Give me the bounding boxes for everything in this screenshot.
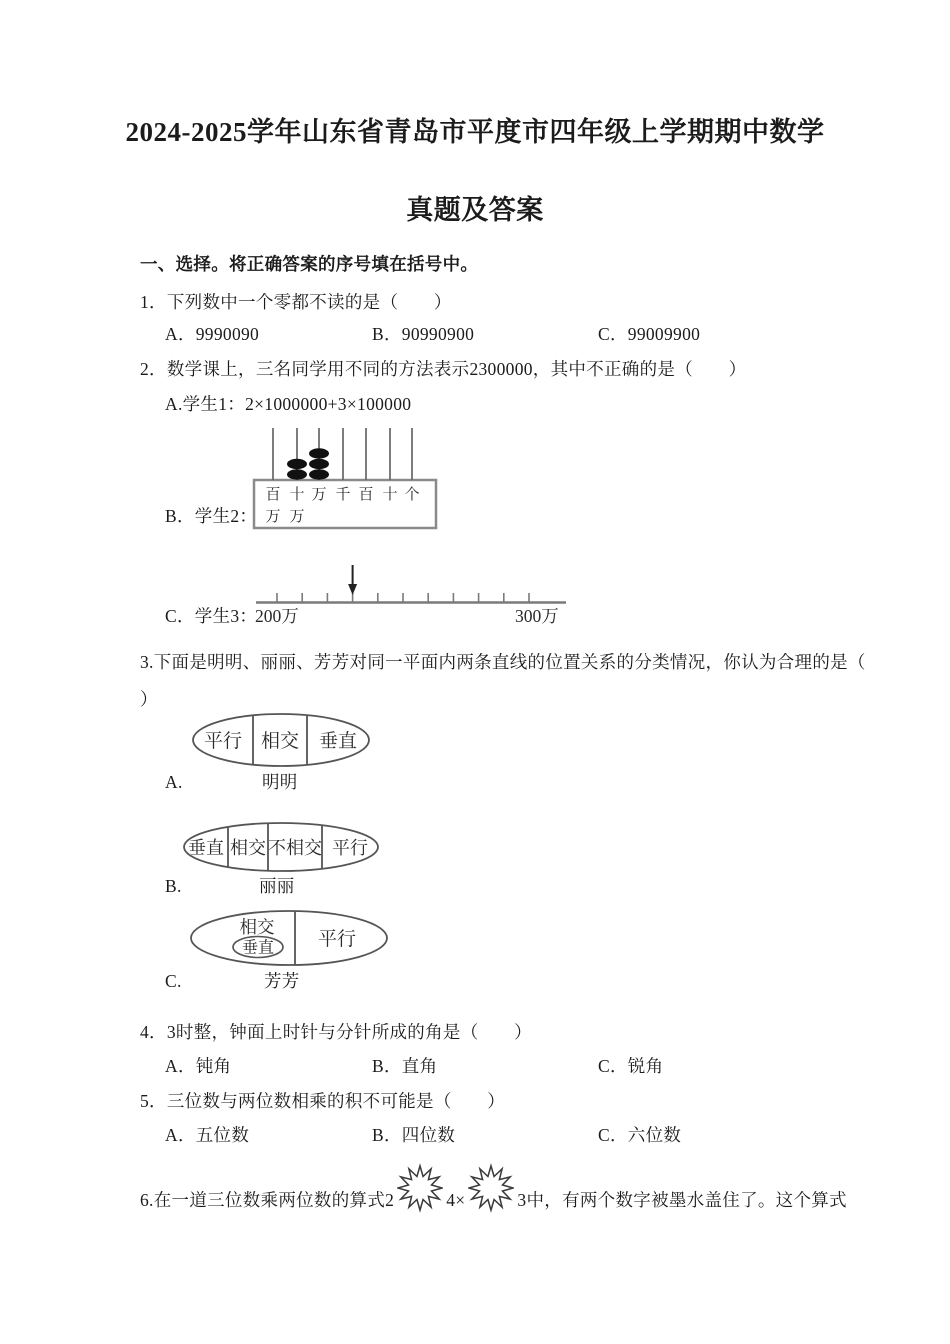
counter-rods-and-beads — [265, 428, 419, 525]
section-label: 相交 — [239, 917, 275, 937]
question-3-text-line2: ） — [140, 689, 158, 709]
exam-title-line2: 真题及答案 — [406, 195, 544, 225]
counter-bead — [309, 448, 329, 458]
q2-option-b-label: B．学生2： — [165, 506, 258, 526]
ink-blot-icon — [397, 1162, 443, 1214]
q4-option-a: A．钝角 — [165, 1056, 232, 1076]
q4-option-b: B．直角 — [372, 1056, 438, 1076]
counter-column-label: 万 — [265, 509, 281, 525]
section-label: 平行 — [317, 929, 357, 950]
section-label: 平行 — [203, 731, 243, 752]
q3-option-c-row — [140, 969, 460, 993]
counter-bead — [287, 469, 307, 479]
place-value-counter-diagram — [252, 424, 438, 530]
question-6-text-part1: 6.在一道三位数乘两位数的算式2 — [140, 1190, 395, 1210]
question-1-options — [140, 322, 900, 348]
inner-section-label: 垂直 — [241, 939, 275, 957]
question-6-line — [140, 1152, 920, 1214]
question-5-text: 5．三位数与两位数相乘的积不可能是（ ） — [140, 1091, 506, 1111]
classification-diagram-lili — [182, 821, 380, 873]
counter-column-label: 万 — [311, 487, 327, 503]
q4-option-c: C．锐角 — [598, 1056, 664, 1076]
question-5-options — [140, 1123, 900, 1149]
question-6-text-part3: 3中，有两个数字被墨水盖住了。这个算式 — [517, 1190, 847, 1210]
section-label: 相交 — [260, 731, 300, 752]
counter-bead — [287, 459, 307, 469]
exam-title-line1: 2024-2025学年山东省青岛市平度市四年级上学期期中数学 — [125, 117, 825, 147]
question-4-options — [140, 1054, 900, 1080]
q3-option-c-letter: C. — [165, 971, 182, 991]
counter-bead — [309, 459, 329, 469]
section-label: 平行 — [332, 838, 368, 858]
number-line-ticks — [277, 565, 529, 603]
section-1-header: 一、选择。将正确答案的序号填在括号中。 — [140, 254, 479, 274]
q5-option-b: B．四位数 — [372, 1125, 456, 1145]
q3-option-a-name: 明明 — [262, 772, 298, 792]
q3-option-a-letter: A. — [165, 772, 183, 792]
counter-column-label: 万 — [289, 509, 305, 525]
q1-option-c: C．99009900 — [598, 324, 701, 344]
q2-option-c-label: C．学生3： — [165, 606, 258, 626]
number-line-right-label: 300万 — [515, 606, 559, 626]
number-line-left-label: 200万 — [255, 606, 299, 626]
q1-option-a: A．9990090 — [165, 324, 260, 344]
counter-bead — [309, 469, 329, 479]
counter-column-label: 百 — [265, 487, 281, 503]
number-line-diagram — [248, 560, 570, 626]
q3-option-a-row — [140, 770, 460, 794]
q2-option-a: A.学生1：2×1000000+3×100000 — [165, 394, 412, 414]
q5-option-c: C．六位数 — [598, 1125, 682, 1145]
section-label: 相交 — [230, 838, 266, 858]
classification-diagram-mingming — [190, 711, 372, 771]
q3-option-b-row — [140, 874, 460, 898]
q5-option-a: A．五位数 — [165, 1125, 250, 1145]
question-1-text: 1．下列数中一个零都不读的是（ ） — [140, 292, 452, 312]
counter-column-label: 百 — [358, 487, 374, 503]
ink-blot-icon — [468, 1162, 514, 1214]
question-2-text: 2．数学课上，三名同学用不同的方法表示2300000，其中不正确的是（ ） — [140, 359, 747, 379]
counter-column-label: 十 — [289, 487, 305, 503]
classification-diagram-fangfang — [189, 909, 389, 967]
q3-option-c-name: 芳芳 — [264, 971, 300, 991]
q3-option-b-letter: B. — [165, 876, 182, 896]
section-label: 垂直 — [188, 838, 224, 858]
counter-column-label: 千 — [335, 487, 351, 503]
q1-option-b: B．90990900 — [372, 324, 475, 344]
section-label: 垂直 — [318, 731, 358, 752]
section-label: 不相交 — [268, 838, 322, 858]
oval-outline — [191, 911, 387, 965]
counter-column-label: 个 — [404, 487, 420, 503]
counter-column-label: 十 — [382, 487, 398, 503]
question-4-text: 4．3时整，钟面上时针与分针所成的角是（ ） — [140, 1022, 532, 1042]
down-arrow-icon — [348, 584, 357, 595]
q3-option-b-name: 丽丽 — [259, 876, 295, 896]
question-6-text-part2: 4× — [446, 1190, 466, 1210]
question-3-text-line1: 3.下面是明明、丽丽、芳芳对同一平面内两条直线的位置关系的分类情况，你认为合理的是（ — [140, 652, 866, 672]
